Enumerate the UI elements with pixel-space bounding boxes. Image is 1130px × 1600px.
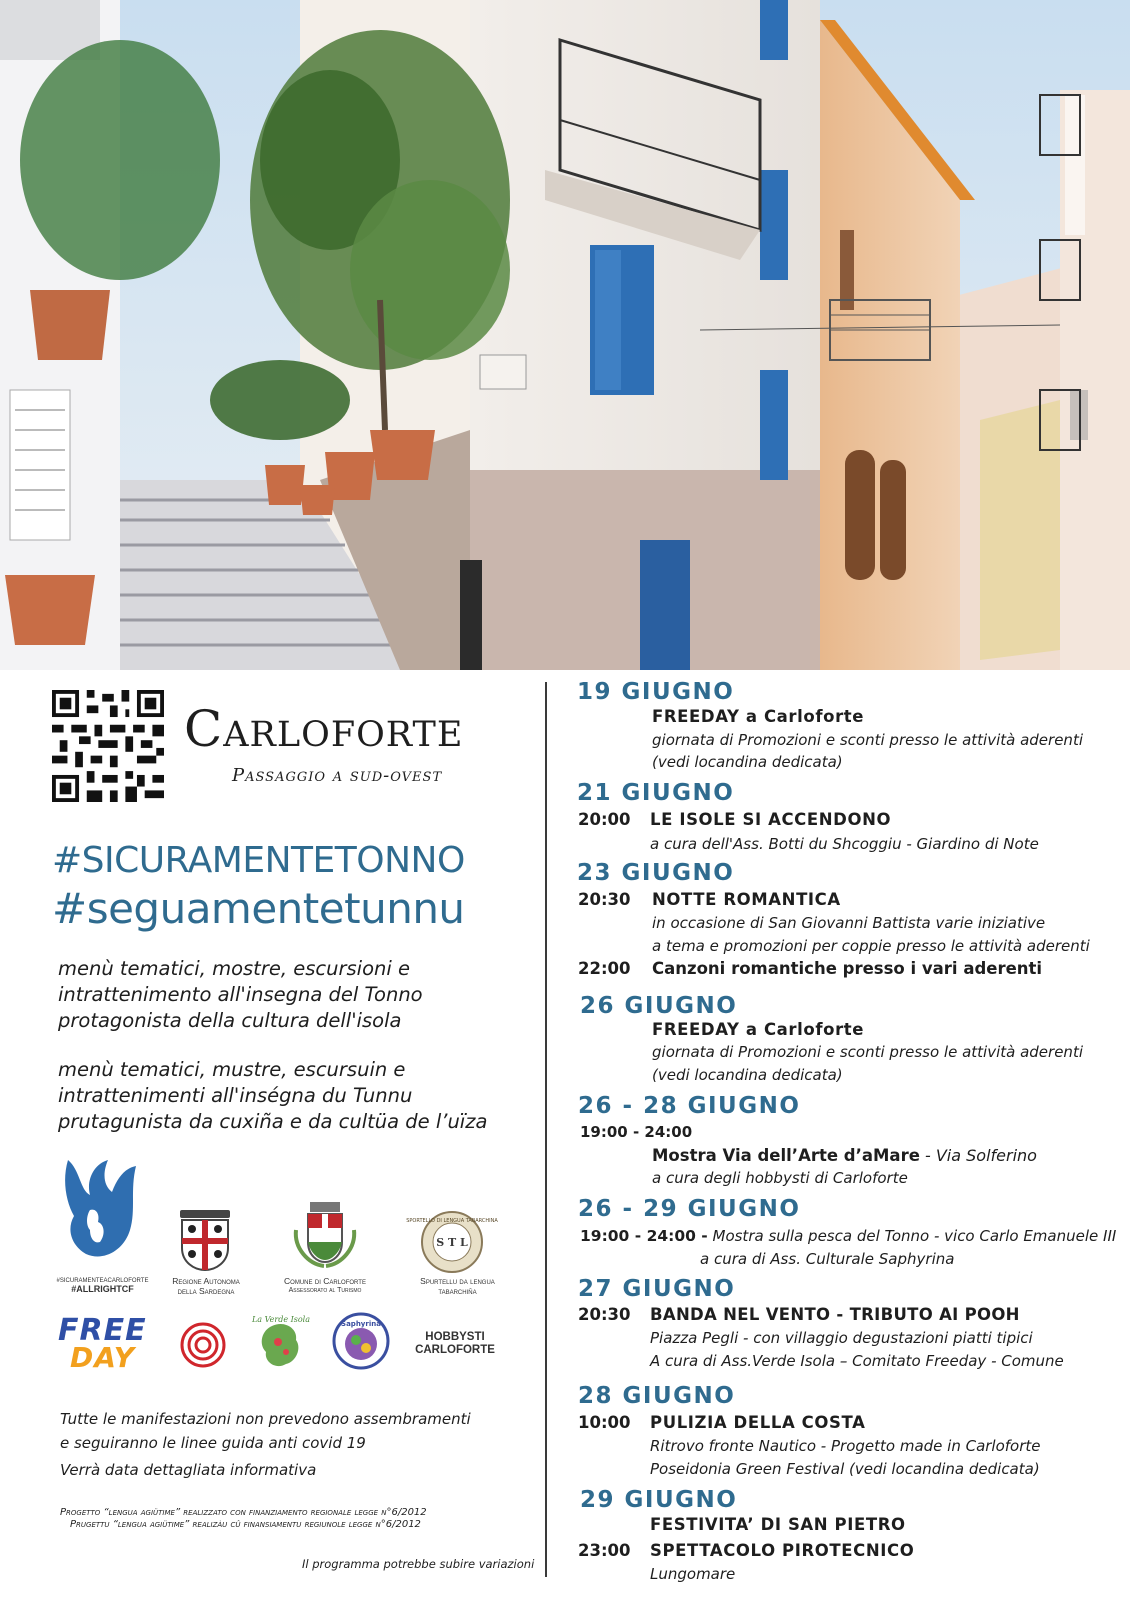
day-29-heading: 29 GIUGNO bbox=[580, 1487, 738, 1513]
freeday-logo-1: FREE bbox=[58, 1313, 147, 1348]
hashtag-sicuramentetonno[interactable]: #SICURAMENTETONNO bbox=[52, 840, 465, 881]
day-23-title: NOTTE ROMANTICA bbox=[652, 890, 841, 909]
day-26-29-title: Mostra sulla pesca del Tonno - vico Carlo Emanuele III bbox=[707, 1227, 1117, 1245]
day-29-time: 23:00 bbox=[578, 1541, 631, 1560]
day-28-heading: 28 GIUGNO bbox=[578, 1383, 736, 1409]
day-26-28-title-row bbox=[652, 1146, 1037, 1165]
day-27-heading: 27 GIUGNO bbox=[578, 1276, 736, 1302]
day-27-title: BANDA NEL VENTO - TRIBUTO AI POOH bbox=[650, 1305, 1020, 1324]
qr-code[interactable] bbox=[52, 690, 164, 802]
comune-caption-2: Assessorato al Turismo bbox=[288, 1287, 362, 1294]
day-21-heading: 21 GIUGNO bbox=[577, 780, 735, 806]
intro-italian: menù tematici, mostre, escursioni e intrattenimento all'insegna del Tonno protagonista della cultura dell'isola bbox=[58, 957, 423, 1032]
regione-caption-1: Regione Autonoma bbox=[172, 1276, 240, 1286]
day-23-heading: 23 GIUGNO bbox=[577, 860, 735, 886]
day-26-29-line-1: a cura di Ass. Culturale Saphyrina bbox=[700, 1250, 955, 1268]
intro-tabarchino: menù tematici, mustre, escursuin e intrattenimenti all'inségna du Tunnu prutagunista da cuxiña e da cultüa de l’uïza bbox=[58, 1058, 488, 1133]
day-26-28-heading: 26 - 28 GIUGNO bbox=[578, 1093, 801, 1119]
day-29-title-2: SPETTACOLO PIROTECNICO bbox=[650, 1541, 915, 1560]
day-28-line-1: Ritrovo fronte Nautico - Progetto made in Carloforte bbox=[650, 1437, 1041, 1455]
hobbysti-logo-1: HOBBYSTI bbox=[425, 1331, 485, 1343]
info-note: Verrà data dettagliata informativa bbox=[60, 1461, 317, 1479]
allright-logo bbox=[60, 1150, 140, 1270]
day-26-28-title: Mostra Via dell’Arte d’aMare bbox=[652, 1146, 920, 1165]
day-26-title: FREEDAY a Carloforte bbox=[652, 1020, 865, 1039]
disclaimer: Il programma potrebbe subire variazioni bbox=[302, 1557, 535, 1571]
sportello-lengua-logo bbox=[406, 1210, 498, 1274]
day-27-line-2: A cura di Ass.Verde Isola – Comitato Freeday - Comune bbox=[650, 1352, 1064, 1370]
day-23-time-2: 22:00 bbox=[578, 959, 631, 978]
regione-sardegna-crest-icon bbox=[176, 1208, 234, 1272]
street-photo bbox=[0, 0, 1130, 670]
sportello-caption: Spurtellu da lengua tabarchiña bbox=[420, 1276, 495, 1296]
freeday-logo-2: DAY bbox=[70, 1341, 135, 1374]
hashtag-seguamentetunnu[interactable]: #seguamentetunnu bbox=[52, 884, 465, 933]
day-26-29-row bbox=[580, 1226, 1116, 1245]
day-26-line-2: (vedi locandina dedicata) bbox=[652, 1066, 843, 1084]
day-23-time: 20:30 bbox=[578, 890, 631, 909]
legal-note-2: Prugettu “lengua agiütime” realizàu cû finansiamentu regiunole legge n°6/2012 bbox=[70, 1519, 421, 1530]
day-28-line-2: Poseidonia Green Festival (vedi locandina dedicata) bbox=[650, 1460, 1040, 1478]
brand-title: Carloforte bbox=[184, 700, 464, 758]
verde-isola-text: La Verde Isola bbox=[251, 1315, 311, 1324]
day-23-title-2: Canzoni romantiche presso i vari aderenti bbox=[652, 959, 1043, 978]
day-26-heading: 26 GIUGNO bbox=[580, 993, 738, 1019]
verde-isola-logo bbox=[250, 1312, 312, 1374]
day-27-line-1: Piazza Pegli - con villaggio degustazioni piatti tipici bbox=[650, 1329, 1033, 1347]
allright-caption-2: #ALLRIGHTCF bbox=[71, 1284, 134, 1294]
day-29-line-1: Lungomare bbox=[650, 1565, 736, 1583]
street-illustration bbox=[0, 0, 1130, 670]
day-19-title: FREEDAY a Carloforte bbox=[652, 707, 865, 726]
day-21-line-1: a cura dell'Ass. Botti du Shcoggiu - Giardino di Note bbox=[650, 835, 1039, 853]
day-28-time: 10:00 bbox=[578, 1413, 631, 1432]
spiral-logo-icon bbox=[180, 1322, 226, 1368]
day-27-time: 20:30 bbox=[578, 1305, 631, 1324]
sportello-ring-text: SPORTELLO DI LENGUA TABARCHINA bbox=[406, 1218, 498, 1224]
regione-caption-2: della Sardegna bbox=[177, 1286, 235, 1296]
allright-caption-1: #SICURAMENTEACARLOFORTE bbox=[56, 1278, 149, 1284]
day-21-title: LE ISOLE SI ACCENDONO bbox=[650, 810, 892, 829]
day-29-title: FESTIVITA’ DI SAN PIETRO bbox=[650, 1515, 906, 1534]
comune-caption-1: Comune di Carloforte bbox=[284, 1276, 366, 1286]
day-26-28-place: - Via Solferino bbox=[919, 1146, 1037, 1165]
day-23-line-2: a tema e promozioni per coppie presso le attività aderenti bbox=[652, 937, 1090, 955]
saphyrina-logo bbox=[332, 1312, 390, 1370]
day-26-28-time: 19:00 - 24:00 bbox=[580, 1123, 693, 1141]
day-19-heading: 19 GIUGNO bbox=[577, 679, 735, 705]
day-26-28-line-1: a cura degli hobbysti di Carloforte bbox=[652, 1169, 908, 1187]
day-21-time: 20:00 bbox=[578, 810, 631, 829]
day-23-line-1: in occasione di San Giovanni Battista varie iniziative bbox=[652, 914, 1046, 932]
day-26-29-time: 19:00 - 24:00 - bbox=[580, 1227, 708, 1245]
day-26-29-heading: 26 - 29 GIUGNO bbox=[578, 1196, 801, 1222]
saphyrina-text: Saphyrina bbox=[341, 1320, 381, 1328]
covid-note-2: e seguiranno le linee guida anti covid 19 bbox=[60, 1434, 366, 1452]
day-19-line-1: giornata di Promozioni e sconti presso le attività aderenti bbox=[652, 731, 1083, 749]
legal-note-1: Progetto “lengua agiütime” realizzato con finanziamento regionale legge n°6/2012 bbox=[60, 1507, 427, 1518]
day-26-line-1: giornata di Promozioni e sconti presso le attività aderenti bbox=[652, 1043, 1083, 1061]
brand-subtitle: Passaggio a sud-ovest bbox=[232, 765, 443, 786]
day-28-title: PULIZIA DELLA COSTA bbox=[650, 1413, 866, 1432]
sportello-monogram: S T L bbox=[436, 1236, 468, 1249]
column-divider bbox=[545, 682, 547, 1577]
comune-carloforte-crest-icon bbox=[290, 1200, 360, 1272]
covid-note-1: Tutte le manifestazioni non prevedono assembramenti bbox=[60, 1410, 471, 1428]
day-19-line-2: (vedi locandina dedicata) bbox=[652, 753, 843, 771]
hobbysti-logo-2: CARLOFORTE bbox=[415, 1344, 495, 1356]
